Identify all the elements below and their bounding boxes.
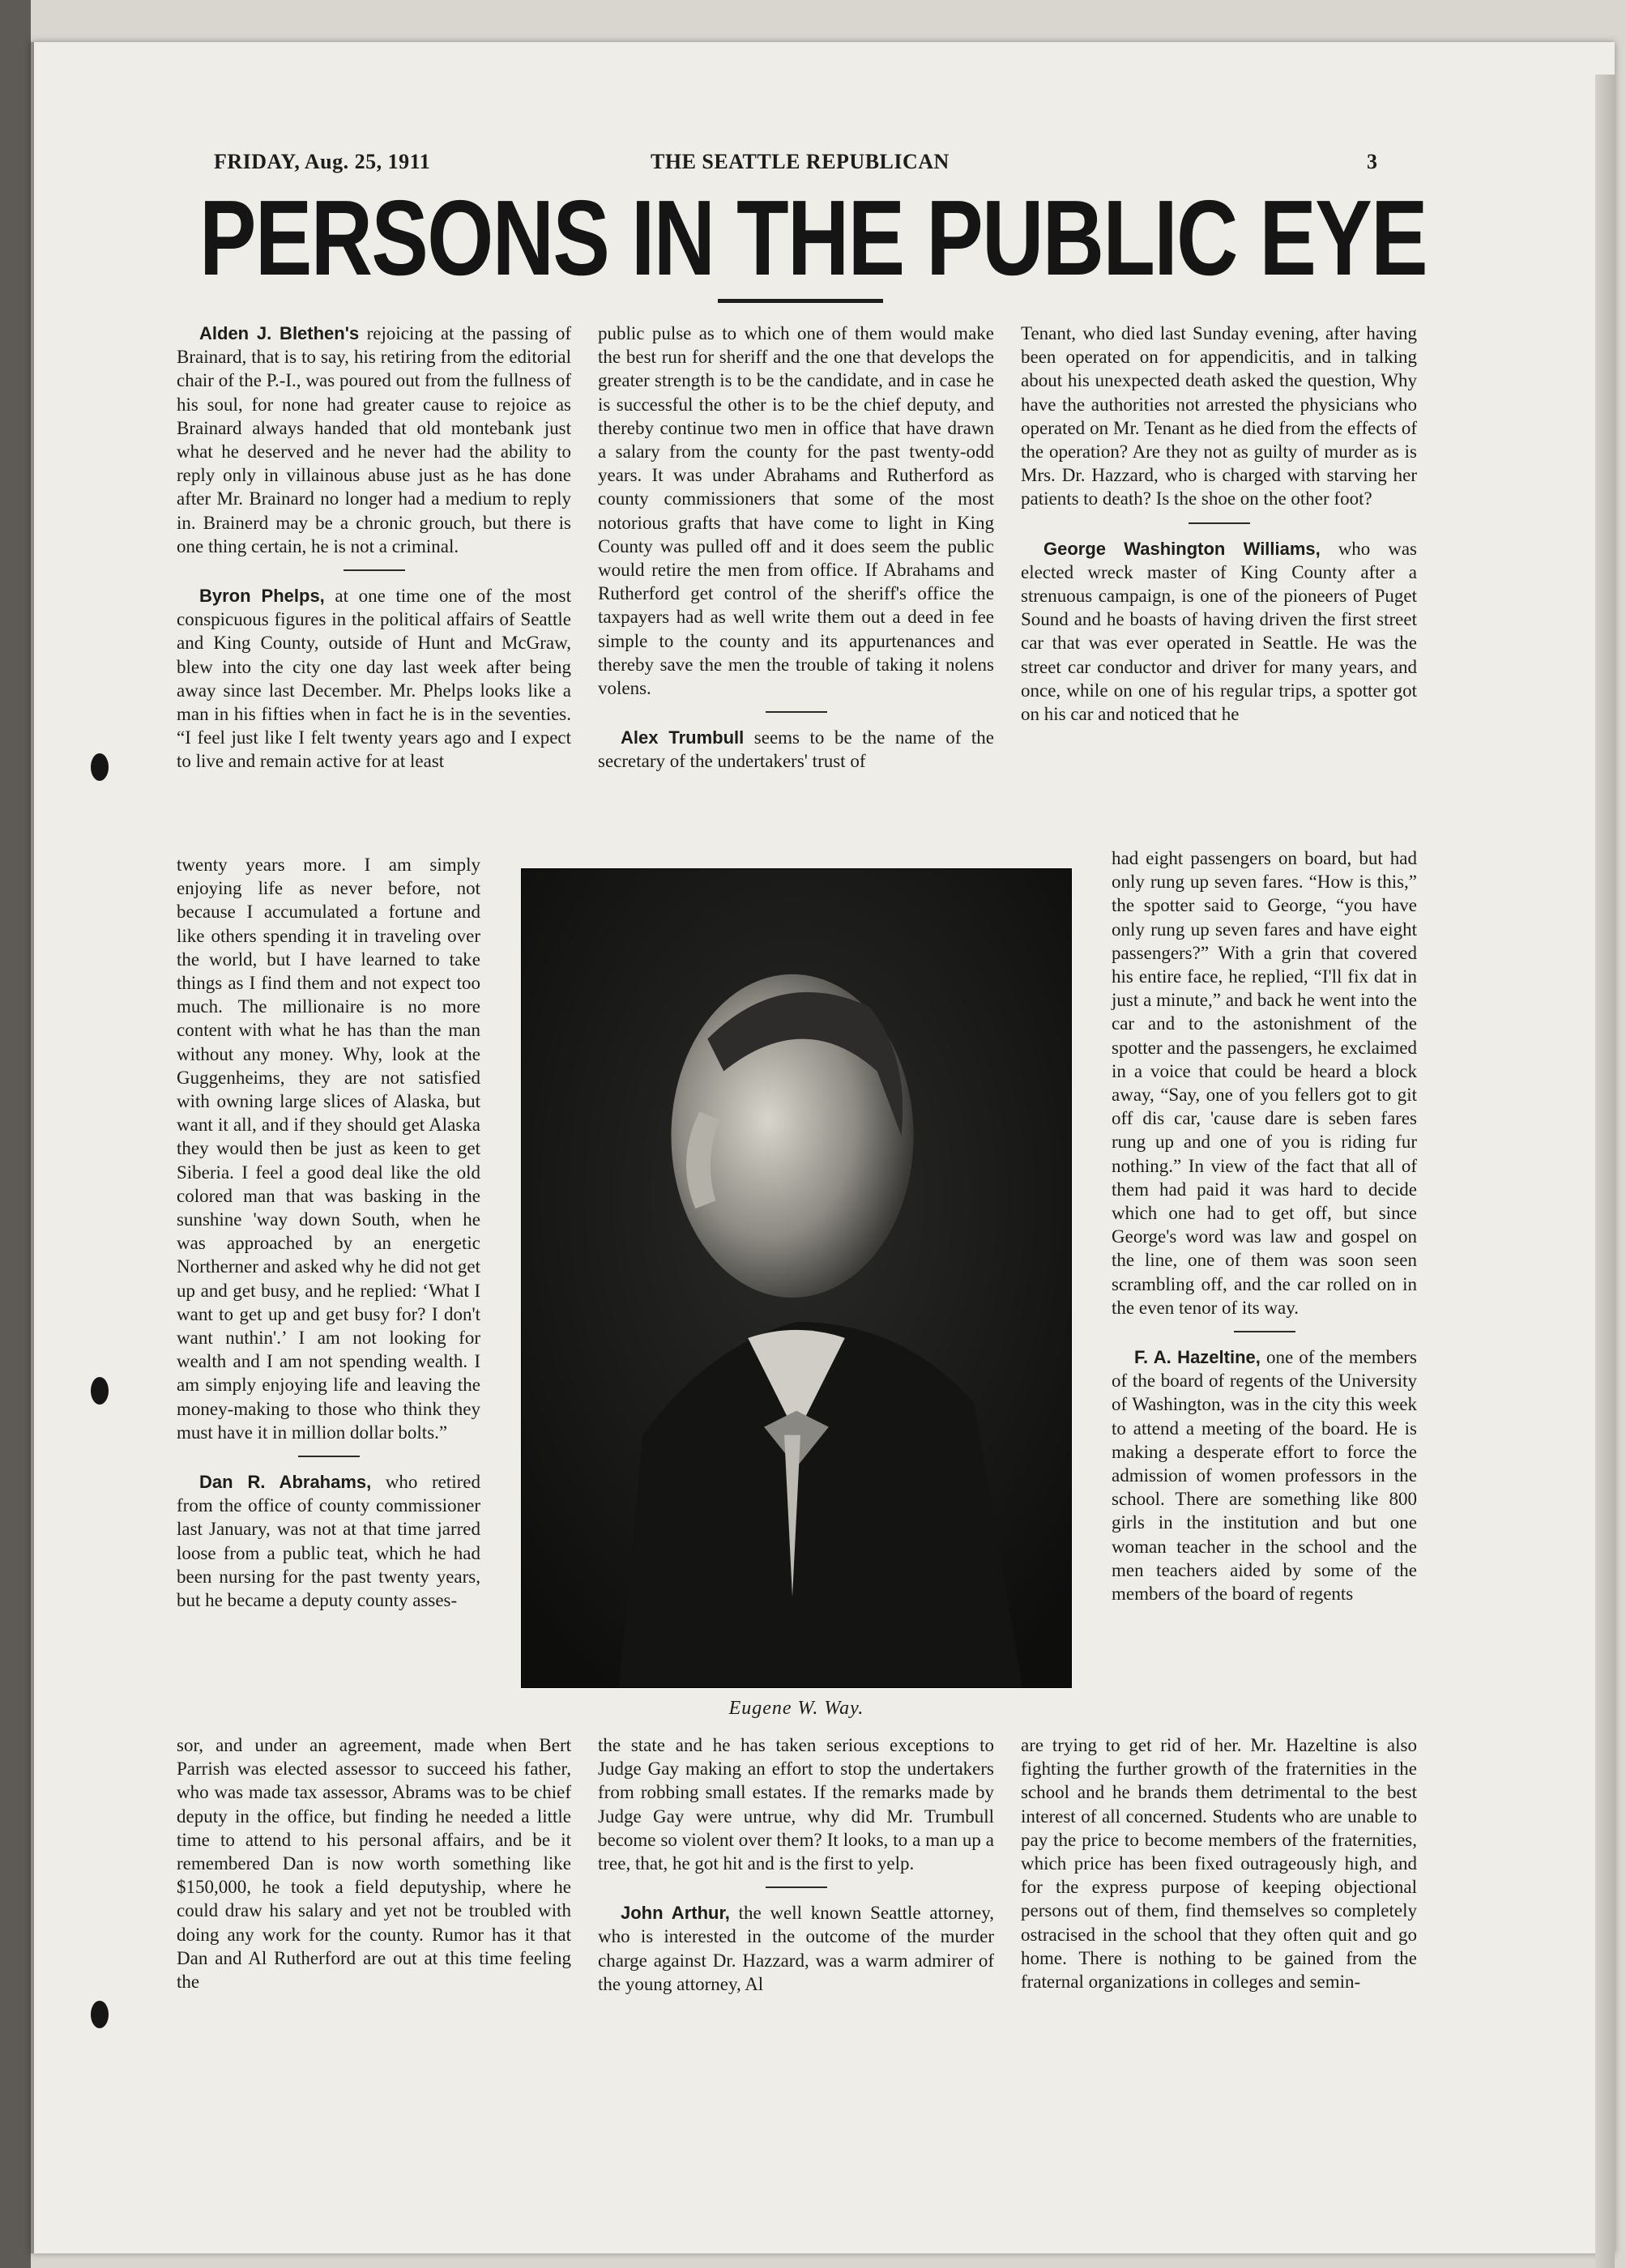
column-2-bottom bbox=[598, 1733, 994, 2001]
article-trumbull bbox=[598, 726, 994, 773]
article-lead: Alex Trumbull bbox=[621, 727, 745, 748]
article-lead: F. A. Hazeltine, bbox=[1134, 1347, 1261, 1368]
punch-hole bbox=[91, 1377, 109, 1405]
column-1-top bbox=[177, 322, 571, 778]
article-blethen bbox=[177, 322, 571, 558]
headline-rule bbox=[718, 299, 883, 303]
article-text: seems to be the name of the secretary of the undertakers' trust of bbox=[598, 727, 994, 772]
article-williams-cont: had eight passengers on board, but had only rung up seven fares. “How is this,” the spotter said to George, “you have only rung up seven fares and have eight passengers?” With a grin that covered his entire face, he replied, “I'll fix dat in just a minute,” and back he went into the car and to the astonishment of the spotter and the passengers, he exclaimed in a voice that could be heard a block away, “Say, one of you fellers got to git off dis car, 'cause dare is seben fares rung up and one of you is riding fur nothing.” In view of the fact that all of them had paid it was hard to decide which one had to get off, but since George's word was law and gospel on the line, one of them was soon seen scrambling off, and the car rolled on in the even tenor of its way. bbox=[1112, 848, 1417, 1318]
page-right-edge bbox=[1595, 75, 1615, 2268]
article-lead: Alden J. Blethen's bbox=[199, 323, 360, 343]
article-lead: Byron Phelps, bbox=[199, 586, 325, 607]
column-3-bottom bbox=[1021, 1733, 1417, 1998]
column-1-bottom bbox=[177, 1733, 571, 1998]
scan-binding-edge bbox=[0, 0, 31, 2268]
article-divider bbox=[298, 1456, 360, 1457]
column-3-narrow bbox=[1112, 846, 1417, 1610]
article-hazeltine bbox=[1112, 1345, 1417, 1605]
article-text: who retired from the office of county commissioner last January, was not at that time jarred loose from a public teat, which he had been nursing for the past twenty years, but he became a deputy county asses- bbox=[177, 1472, 480, 1611]
article-lead: George Washington Williams, bbox=[1043, 538, 1321, 559]
article-divider bbox=[766, 711, 827, 713]
article-abrahams bbox=[177, 1470, 480, 1612]
article-hazeltine-cont: are trying to get rid of her. Mr. Hazeltine is also fighting the further growth of the fraternities in the school and he brands them detrimental to the best interest of all concerned. Students who are unable to pay the price to become members of the fraternities, which price has been fixed outrageously high, and for the express purpose of keeping objectional persons out of them, find themselves so completely ostracised in the school that they often quit and go home. There is nothing to be gained from the fraternal organizations in colleges and semin- bbox=[1021, 1735, 1417, 1993]
article-divider bbox=[1189, 522, 1250, 524]
issue-date: FRIDAY, Aug. 25, 1911 bbox=[214, 150, 431, 173]
article-phelps bbox=[177, 584, 571, 774]
article-divider bbox=[344, 569, 405, 571]
article-abrahams-continued: public pulse as to which one of them would make the best run for sheriff and the one that develops the greater strength is to be the candidate, and in case he is successful the other is to be the chief deputy, and thereby continue two men in office that have drawn a salary from the county for the past twenty-odd years. It was under Abrahams and Rutherford as county commissioners that some of the most notorious grafts that have come to light in King County was pulled off and it does seem the public would retire the men from office. If Abrahams and Rutherford get control of the sheriff's office the taxpayers had as well write them out a deed in fee simple to the county and its appurtenances and thereby save the men the trouble of taking it nolens volens. bbox=[598, 323, 994, 699]
punch-hole bbox=[91, 2001, 109, 2028]
column-2-top bbox=[598, 322, 994, 778]
photo-caption: Eugene W. Way. bbox=[728, 1698, 864, 1719]
article-lead: Dan R. Abrahams, bbox=[199, 1472, 372, 1493]
column-1-narrow bbox=[177, 853, 480, 1617]
article-phelps-cont: twenty years more. I am simply enjoying life as never before, not because I accumulated a fortune and like others spending it in traveling over the world, but I have learned to take things as I find them and not expect too much. The millionaire is no more content with what he has than the man without any money. Why, look at the Guggenheims, they are not satisfied with owning large slices of Alaska, but want it all, and if they should get Alaska they would then be just as keen to get Siberia. I feel a good deal like the old colored man that was basking in the sunshine 'way down South, when he was approached by an energetic Northerner and asked why he did not get up and get busy, and he replied: ‘What I want to get up and get busy for? I don't want nuthin'.’ I am not looking for wealth and I am not spending wealth. I am simply enjoying life and leaving the money-making to those who think they must have it in million dollar bolts.” bbox=[177, 855, 480, 1443]
article-text: at one time one of the most conspicuous figures in the political affairs of Seattle and King County, outside of Hunt and McGraw, blew into the city one day last week after being away since last December. Mr. Phelps looks like a man in his fifties when in fact he is in the seventies. “I feel just like I felt twenty years ago and I expect to live and remain active for at least bbox=[177, 586, 572, 772]
page-headline: PERSONS IN THE PUBLIC EYE bbox=[199, 178, 1427, 297]
article-lead: John Arthur, bbox=[621, 1903, 730, 1924]
article-divider bbox=[766, 1886, 827, 1888]
article-arthur bbox=[598, 1901, 994, 1996]
article-text: the well known Seattle attorney, who is interested in the outcome of the murder charge against Dr. Hazzard, was a warm admirer of the young attorney, Al bbox=[598, 1903, 994, 1994]
page-number: 3 bbox=[1367, 150, 1378, 173]
column-3-top bbox=[1021, 322, 1417, 731]
portrait-photo bbox=[521, 868, 1072, 1688]
article-text: rejoicing at the passing of Brainard, that is to say, his retiring from the editorial chair of the P.-I., was poured out from the fullness of his soul, for none had greater cause to rejoice as Brainard always handed that old montebank just what he deserved and he never had the ability to reply only in villainous abuse just as he has done after Mr. Brainard no longer had a medium to reply in. Brainerd may be a chronic grouch, but there is one thing certain, he is not a criminal. bbox=[177, 323, 571, 556]
article-text: who was elected wreck master of King County after a strenuous campaign, is one of the pioneers of Puget Sound and he boasts of having driven the first street car that was ever operated in Seattle. He was the street car conductor and driver for many years, and once, while on one of his regular trips, a spotter got on his car and noticed that he bbox=[1021, 538, 1417, 725]
article-text: one of the members of the board of regents of the University of Washington, was in the city this week to attend a meeting of the board. He is making a desperate effort to force the admission of women professors in the school. There are something like 800 girls in the institution and but one woman teacher in the school and the men teachers aided by some of the members of the board of regents bbox=[1112, 1347, 1417, 1605]
article-divider bbox=[1234, 1331, 1295, 1332]
article-abrahams-cont: sor, and under an agreement, made when Bert Parrish was elected assessor to succeed his father, who was made tax assessor, Abrams was to be chief deputy in the office, but finding he needed a little time to attend to his personal affairs, and be it remembered Dan is now worth something like $150,000, he took a field deputyship, where he could draw his salary and yet not be troubled with doing any work for the county. Rumor has it that Dan and Al Rutherford are out at this time feeling the bbox=[177, 1735, 571, 1993]
article-williams bbox=[1021, 537, 1417, 727]
portrait-illustration bbox=[522, 869, 1071, 1687]
article-tenant: Tenant, who died last Sunday evening, after having been operated on for appendicitis, and in talking about his unexpected death asked the question, Why have the authorities not arrested the physicians who operated on Mr. Tenant as he died from the effects of the operation? Are they not as guilty of murder as is Mrs. Dr. Hazzard, who is charged with starving her patients to death? Is the shoe on the other foot? bbox=[1021, 323, 1417, 509]
article-trumbull-cont: the state and he has taken serious exceptions to Judge Gay making an effort to stop the undertakers from robbing small estates. If the remarks made by Judge Gay were untrue, why did Mr. Trumbull become so violent over them? It looks, to a man up a tree, that, he got hit and is the first to yelp. bbox=[598, 1735, 994, 1874]
punch-hole bbox=[91, 753, 109, 781]
paper-name: THE SEATTLE REPUBLICAN bbox=[651, 150, 950, 173]
